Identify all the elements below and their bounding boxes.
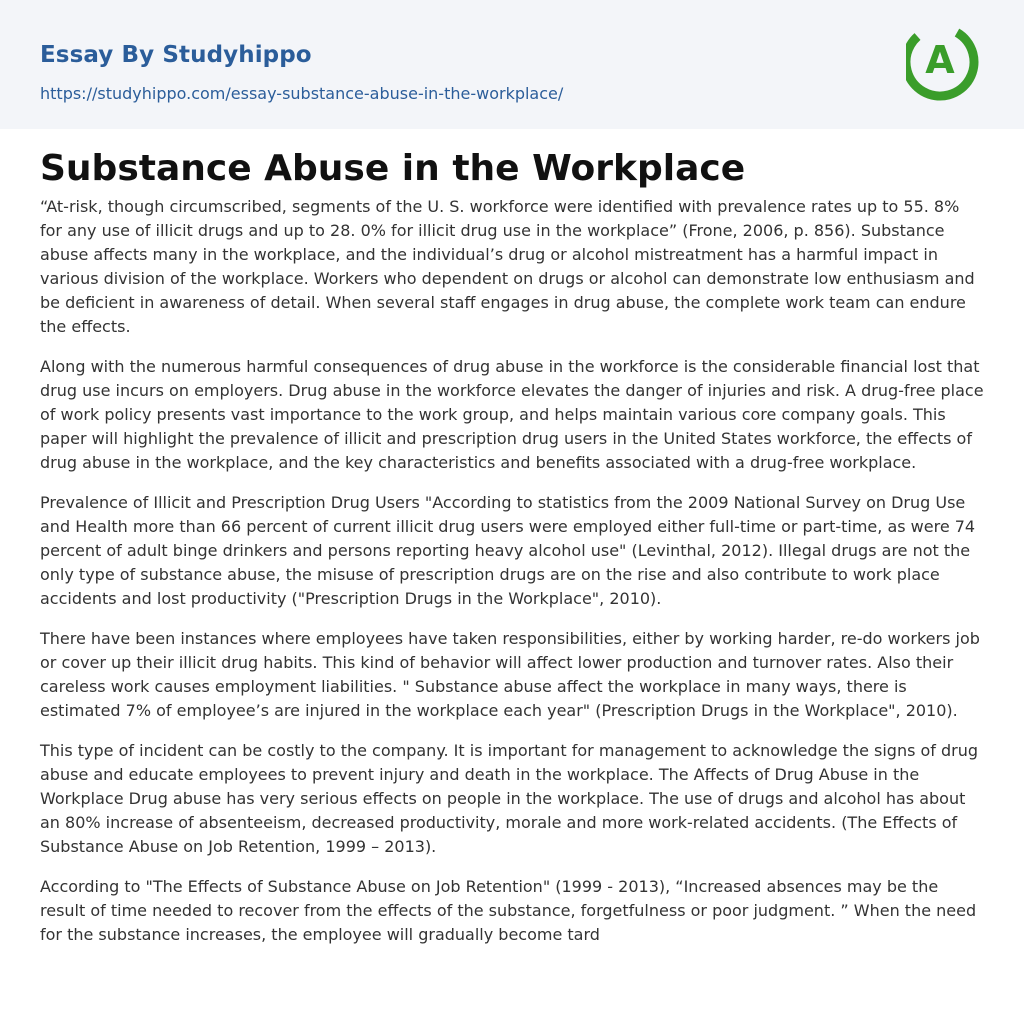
article-paragraph: Prevalence of Illicit and Prescription Drug Users "According to statistics from the 2009 National Survey on Drug Use and Health more than 66 percent of current illicit drug users were employed either full-time or part-time, as were 74 percent of adult binge drinkers and persons reporting heavy alcohol use" (Levinthal, 2012). Illegal drugs are not the only type of substance abuse, the misuse of prescription drugs are on the rise and also contribute to work place accidents and lost productivity ("Prescription Drugs in the Workplace", 2010). bbox=[40, 493, 976, 608]
site-header bbox=[0, 0, 1024, 129]
article-paragraph: Along with the numerous harmful consequences of drug abuse in the workforce is the considerable financial lost that drug use incurs on employers. Drug abuse in the workforce elevates the danger of injuries and risk. A drug-free place of work policy presents vast importance to the work group, and helps maintain various core company goals. This paper will highlight the prevalence of illicit and prescription drug users in the United States workforce, the effects of drug abuse in the workplace, and the key characteristics and benefits associated with a drug-free workplace. bbox=[40, 357, 984, 472]
article bbox=[0, 147, 1024, 947]
article-paragraph: “At-risk, though circumscribed, segments of the U. S. workforce were identified with prevalence rates up to 55. 8% for any use of illicit drugs and up to 28. 0% for illicit drug use in the workplace” (Frone, 2006, p. 856). Substance abuse affects many in the workplace, and the individual’s drug or alcohol mistreatment has a harmful impact in various division of the workplace. Workers who dependent on drugs or alcohol can demonstrate low enthusiasm and be deficient in awareness of detail. When several staff engages in drug abuse, the complete work team can endure the effects. bbox=[40, 197, 975, 336]
essay-url-link[interactable]: https://studyhippo.com/essay-substance-abuse-in-the-workplace/ bbox=[40, 84, 564, 103]
article-paragraph: There have been instances where employees have taken responsibilities, either by working harder, re-do workers job or cover up their illicit drug habits. This kind of behavior will affect lower production and turnover rates. Also their careless work causes employment liabilities. " Substance abuse affect the workplace in many ways, there is estimated 7% of employee’s are injured in the workplace each year" (Prescription Drugs in the Workplace", 2010). bbox=[40, 629, 980, 720]
studyhippo-logo[interactable] bbox=[906, 17, 990, 107]
article-title: Substance Abuse in the Workplace bbox=[40, 148, 746, 189]
article-paragraph: According to "The Effects of Substance Abuse on Job Retention" (1999 - 2013), “Increased absences may be the result of time needed to recover from the effects of the substance, forgetfulness or poor judgment. ” When the need for the substance increases, the employee will gradually become tard bbox=[40, 877, 977, 944]
article-paragraph: This type of incident can be costly to the company. It is important for management to acknowledge the signs of drug abuse and educate employees to prevent injury and death in the workplace. The Affects of Drug Abuse in the Workplace Drug abuse has very serious effects on people in the workplace. The use of drugs and alcohol has about an 80% increase of absenteeism, decreased productivity, morale and more work-related accidents. (The Effects of Substance Abuse on Job Retention, 1999 – 2013). bbox=[40, 741, 979, 856]
logo-letter: A bbox=[925, 38, 955, 82]
site-brand[interactable]: Essay By Studyhippo bbox=[40, 42, 312, 68]
